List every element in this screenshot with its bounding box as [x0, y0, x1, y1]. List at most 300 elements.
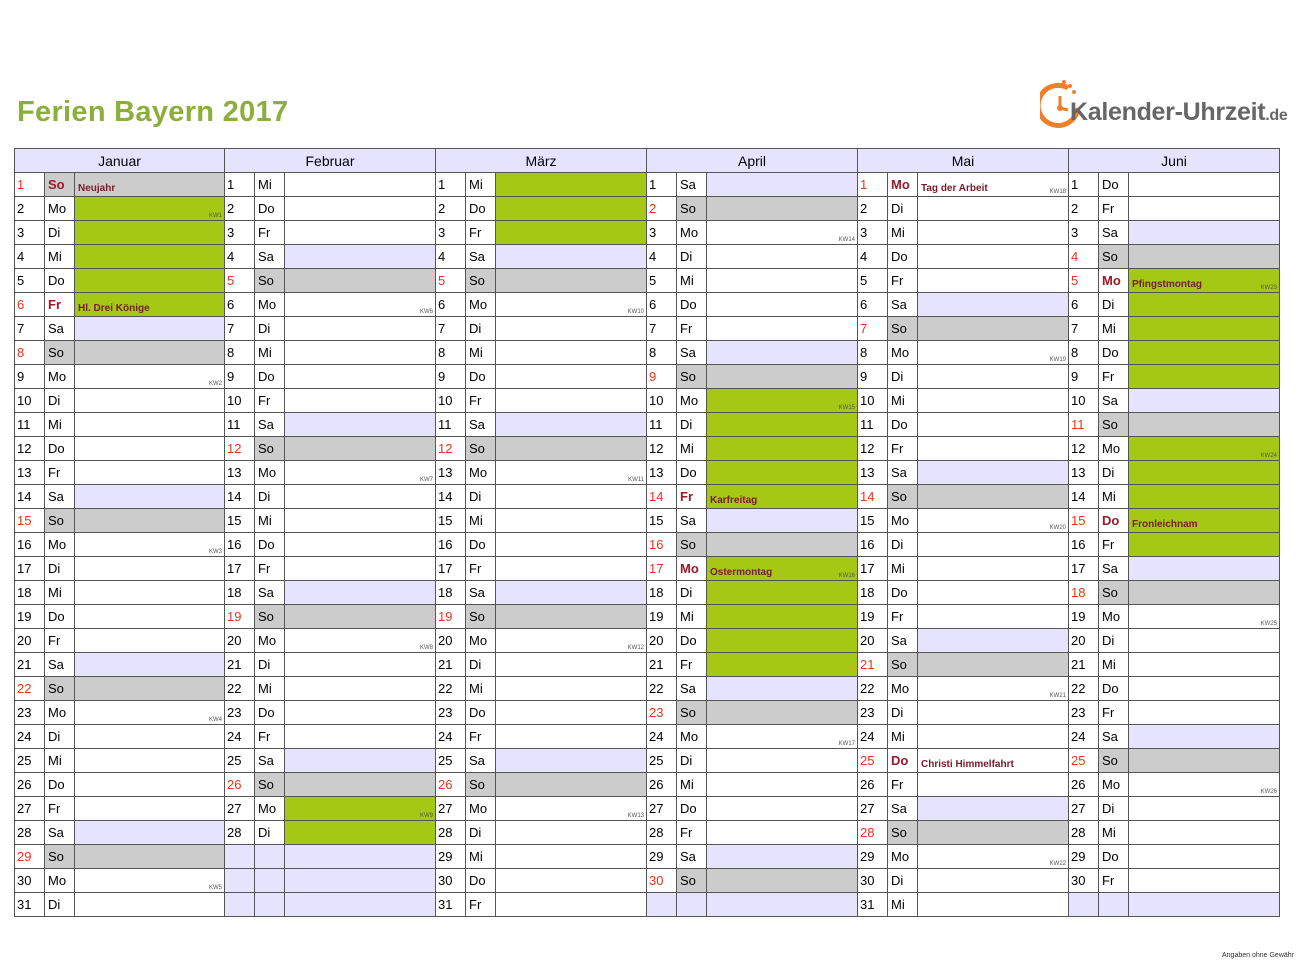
weekday: Mo — [45, 533, 75, 557]
calendar-row — [15, 581, 1280, 605]
day-number: 3 — [436, 221, 466, 245]
calendar-row — [15, 173, 1280, 197]
weekday: Sa — [45, 317, 75, 341]
calendar-table — [14, 148, 1280, 917]
week-number: KW7 — [419, 477, 433, 483]
week-number: KW17 — [838, 741, 855, 747]
day-note-cell — [496, 533, 647, 557]
day-number: 3 — [1069, 221, 1099, 245]
day-note-cell — [1129, 317, 1280, 341]
day-number: 4 — [1069, 245, 1099, 269]
day-number: 2 — [225, 197, 255, 221]
weekday: Fr — [255, 221, 285, 245]
day-note-cell — [496, 173, 647, 197]
weekday: So — [466, 437, 496, 461]
weekday: Fr — [45, 629, 75, 653]
day-note-cell — [496, 773, 647, 797]
day-number: 2 — [1069, 197, 1099, 221]
day-number: 9 — [225, 365, 255, 389]
day-number: 16 — [1069, 533, 1099, 557]
day-number: 5 — [647, 269, 677, 293]
month-header: Januar — [15, 149, 225, 173]
day-number: 28 — [436, 821, 466, 845]
weekday: Mo — [466, 461, 496, 485]
day-number: 3 — [858, 221, 888, 245]
weekday: Fr — [466, 893, 496, 917]
day-note-cell — [496, 485, 647, 509]
day-note-cell — [285, 509, 436, 533]
day-number: 24 — [436, 725, 466, 749]
day-number: 6 — [225, 293, 255, 317]
day-number: 22 — [1069, 677, 1099, 701]
week-number: KW24 — [1260, 453, 1277, 459]
day-number: 26 — [647, 773, 677, 797]
weekday: Mi — [1099, 485, 1129, 509]
day-number: 15 — [225, 509, 255, 533]
weekday: Di — [45, 389, 75, 413]
day-note-cell — [75, 245, 225, 269]
day-note-cell — [1129, 653, 1280, 677]
day-note-cell — [918, 485, 1069, 509]
calendar-row — [15, 749, 1280, 773]
day-number: 10 — [1069, 389, 1099, 413]
weekday: So — [677, 365, 707, 389]
day-number: 10 — [15, 389, 45, 413]
day-note-cell — [496, 653, 647, 677]
day-note-cell — [496, 701, 647, 725]
day-note-cell — [918, 653, 1069, 677]
weekday: Mi — [255, 677, 285, 701]
weekday: Mo — [677, 725, 707, 749]
day-note-cell — [1129, 461, 1280, 485]
calendar-row — [15, 245, 1280, 269]
day-number: 19 — [647, 605, 677, 629]
day-note-cell — [707, 413, 858, 437]
day-number: 21 — [647, 653, 677, 677]
day-note-cell — [496, 629, 647, 653]
weekday: Di — [888, 869, 918, 893]
week-number: KW5 — [208, 885, 222, 891]
holiday-label: Fronleichnam — [1132, 519, 1198, 530]
day-number: 15 — [436, 509, 466, 533]
weekday: Mo — [255, 797, 285, 821]
calendar-row — [15, 845, 1280, 869]
day-note-cell — [1129, 749, 1280, 773]
weekday: Fr — [255, 557, 285, 581]
calendar-grid — [14, 148, 1280, 917]
day-number: 23 — [1069, 701, 1099, 725]
day-note-cell — [918, 701, 1069, 725]
month-header: April — [647, 149, 858, 173]
day-note-cell — [285, 293, 436, 317]
day-number: 7 — [1069, 317, 1099, 341]
month-header: Juni — [1069, 149, 1280, 173]
day-note-cell — [75, 845, 225, 869]
week-number: KW8 — [419, 645, 433, 651]
weekday: So — [45, 677, 75, 701]
logo-text — [1070, 98, 1287, 127]
week-number: KW19 — [1049, 357, 1066, 363]
day-note-cell — [75, 749, 225, 773]
weekday: Sa — [888, 629, 918, 653]
day-note-cell — [707, 749, 858, 773]
calendar-row — [15, 317, 1280, 341]
day-number: 10 — [858, 389, 888, 413]
day-number: 14 — [1069, 485, 1099, 509]
day-note-cell — [918, 533, 1069, 557]
day-number: 29 — [1069, 845, 1099, 869]
calendar-row — [15, 269, 1280, 293]
weekday: Mi — [677, 605, 707, 629]
calendar-row — [15, 701, 1280, 725]
day-note-cell — [707, 581, 858, 605]
day-number: 31 — [436, 893, 466, 917]
day-number: 15 — [647, 509, 677, 533]
weekday: Mo — [45, 701, 75, 725]
day-number: 28 — [1069, 821, 1099, 845]
day-note-cell — [285, 749, 436, 773]
day-number: 20 — [225, 629, 255, 653]
empty-cell — [707, 893, 858, 917]
weekday: Di — [255, 653, 285, 677]
day-note-cell — [918, 245, 1069, 269]
day-note-cell — [285, 413, 436, 437]
weekday: Do — [677, 629, 707, 653]
week-number: KW13 — [627, 813, 644, 819]
weekday: So — [1099, 413, 1129, 437]
day-number: 9 — [15, 365, 45, 389]
day-note-cell — [285, 197, 436, 221]
day-note-cell — [75, 221, 225, 245]
weekday: Do — [255, 365, 285, 389]
day-number: 7 — [858, 317, 888, 341]
day-number: 25 — [15, 749, 45, 773]
day-note-cell — [918, 437, 1069, 461]
weekday: So — [45, 173, 75, 197]
day-number: 30 — [858, 869, 888, 893]
week-number: KW1 — [208, 213, 222, 219]
day-note-cell — [75, 701, 225, 725]
day-note-cell — [496, 269, 647, 293]
weekday: Sa — [677, 845, 707, 869]
day-number: 18 — [225, 581, 255, 605]
weekday: Di — [1099, 797, 1129, 821]
day-note-cell — [918, 509, 1069, 533]
day-number: 14 — [647, 485, 677, 509]
empty-cell — [1069, 893, 1099, 917]
day-note-cell — [285, 701, 436, 725]
day-note-cell — [918, 821, 1069, 845]
day-number: 11 — [1069, 413, 1099, 437]
weekday: Di — [888, 533, 918, 557]
day-number: 23 — [436, 701, 466, 725]
day-number: 15 — [1069, 509, 1099, 533]
day-number: 28 — [858, 821, 888, 845]
weekday: Di — [45, 725, 75, 749]
day-number: 19 — [858, 605, 888, 629]
weekday: Sa — [255, 749, 285, 773]
weekday: Sa — [677, 509, 707, 533]
holiday-label: Karfreitag — [710, 495, 758, 506]
weekday: Di — [1099, 461, 1129, 485]
day-note-cell — [918, 461, 1069, 485]
week-number: KW12 — [627, 645, 644, 651]
day-number: 25 — [436, 749, 466, 773]
day-number: 17 — [225, 557, 255, 581]
day-note-cell — [707, 317, 858, 341]
day-note-cell — [496, 725, 647, 749]
day-note-cell — [285, 581, 436, 605]
calendar-body — [15, 173, 1280, 917]
day-note-cell — [1129, 485, 1280, 509]
day-note-cell — [707, 773, 858, 797]
weekday: Mo — [45, 365, 75, 389]
weekday: Mi — [677, 773, 707, 797]
weekday: Do — [888, 749, 918, 773]
weekday: Mo — [888, 677, 918, 701]
weekday: Do — [1099, 509, 1129, 533]
weekday: Mo — [677, 221, 707, 245]
day-number: 24 — [858, 725, 888, 749]
weekday: So — [888, 653, 918, 677]
day-number: 25 — [858, 749, 888, 773]
weekday: Sa — [466, 245, 496, 269]
week-number: KW26 — [1260, 789, 1277, 795]
week-number: KW4 — [208, 717, 222, 723]
day-note-cell — [496, 797, 647, 821]
calendar-row — [15, 437, 1280, 461]
day-number: 21 — [858, 653, 888, 677]
day-note-cell — [1129, 221, 1280, 245]
day-note-cell — [1129, 605, 1280, 629]
weekday: Do — [255, 197, 285, 221]
day-number: 22 — [436, 677, 466, 701]
page-title: Ferien Bayern 2017 — [17, 96, 289, 128]
weekday: Sa — [255, 413, 285, 437]
day-number: 11 — [647, 413, 677, 437]
weekday: Mi — [888, 557, 918, 581]
day-number: 14 — [858, 485, 888, 509]
calendar-row — [15, 485, 1280, 509]
disclaimer: Angaben ohne Gewähr — [1222, 952, 1294, 959]
weekday: Sa — [45, 485, 75, 509]
day-note-cell — [75, 293, 225, 317]
day-note-cell — [707, 365, 858, 389]
day-number: 4 — [647, 245, 677, 269]
day-note-cell — [1129, 365, 1280, 389]
day-note-cell — [75, 413, 225, 437]
day-note-cell — [707, 293, 858, 317]
weekday: Fr — [45, 461, 75, 485]
day-number: 8 — [436, 341, 466, 365]
week-number: KW3 — [208, 549, 222, 555]
day-number: 16 — [225, 533, 255, 557]
day-number: 9 — [436, 365, 466, 389]
weekday: So — [45, 845, 75, 869]
weekday: Di — [677, 245, 707, 269]
day-note-cell — [75, 341, 225, 365]
weekday: Fr — [1099, 365, 1129, 389]
weekday: Do — [1099, 173, 1129, 197]
calendar-row — [15, 533, 1280, 557]
day-number: 20 — [647, 629, 677, 653]
day-number: 3 — [15, 221, 45, 245]
weekday: Fr — [1099, 197, 1129, 221]
day-note-cell — [918, 581, 1069, 605]
month-header: Mai — [858, 149, 1069, 173]
weekday: Mi — [255, 341, 285, 365]
weekday: Di — [677, 413, 707, 437]
day-note-cell — [918, 365, 1069, 389]
day-number: 4 — [225, 245, 255, 269]
day-note-cell — [496, 365, 647, 389]
weekday: So — [677, 701, 707, 725]
day-number: 23 — [225, 701, 255, 725]
weekday: Di — [677, 581, 707, 605]
weekday: So — [888, 821, 918, 845]
day-note-cell — [1129, 557, 1280, 581]
holiday-label: Hl. Drei Könige — [78, 303, 150, 314]
day-note-cell — [707, 341, 858, 365]
weekday: Mo — [888, 509, 918, 533]
weekday: Do — [1099, 341, 1129, 365]
day-note-cell — [496, 749, 647, 773]
day-number: 14 — [225, 485, 255, 509]
weekday: Di — [888, 197, 918, 221]
weekday: Mi — [888, 221, 918, 245]
day-note-cell — [285, 173, 436, 197]
day-number: 8 — [15, 341, 45, 365]
weekday: Sa — [45, 821, 75, 845]
weekday: Mo — [466, 293, 496, 317]
day-note-cell — [75, 773, 225, 797]
weekday: Fr — [1099, 869, 1129, 893]
weekday: So — [466, 773, 496, 797]
day-number: 17 — [15, 557, 45, 581]
day-note-cell — [918, 269, 1069, 293]
day-note-cell — [75, 725, 225, 749]
weekday: So — [45, 341, 75, 365]
weekday: Fr — [677, 317, 707, 341]
weekday: Sa — [1099, 221, 1129, 245]
weekday: Mo — [677, 557, 707, 581]
weekday: Do — [1099, 677, 1129, 701]
day-note-cell — [285, 557, 436, 581]
weekday: So — [1099, 749, 1129, 773]
day-note-cell — [285, 317, 436, 341]
week-number: KW9 — [419, 813, 433, 819]
day-number: 16 — [858, 533, 888, 557]
day-note-cell — [496, 557, 647, 581]
day-number: 19 — [1069, 605, 1099, 629]
logo-tld: .de — [1265, 107, 1288, 124]
weekday: Mi — [466, 845, 496, 869]
calendar-row — [15, 653, 1280, 677]
weekday: Sa — [677, 173, 707, 197]
brand-logo[interactable] — [1040, 76, 1300, 132]
day-number: 17 — [1069, 557, 1099, 581]
day-note-cell — [75, 461, 225, 485]
weekday: Fr — [888, 269, 918, 293]
week-number: KW22 — [1049, 861, 1066, 867]
day-note-cell — [496, 581, 647, 605]
weekday: Mo — [888, 845, 918, 869]
day-note-cell — [285, 677, 436, 701]
day-number: 11 — [436, 413, 466, 437]
weekday: Mi — [888, 893, 918, 917]
week-number: KW15 — [838, 405, 855, 411]
day-note-cell — [496, 605, 647, 629]
empty-cell — [285, 845, 436, 869]
day-number: 1 — [225, 173, 255, 197]
day-number: 13 — [858, 461, 888, 485]
day-number: 16 — [647, 533, 677, 557]
day-number: 5 — [858, 269, 888, 293]
week-number: KW10 — [627, 309, 644, 315]
day-number: 11 — [15, 413, 45, 437]
day-note-cell — [1129, 293, 1280, 317]
day-note-cell — [1129, 797, 1280, 821]
day-number: 10 — [647, 389, 677, 413]
day-number: 1 — [858, 173, 888, 197]
day-note-cell — [75, 437, 225, 461]
day-number: 14 — [436, 485, 466, 509]
weekday: Di — [255, 317, 285, 341]
weekday: Mi — [466, 677, 496, 701]
day-note-cell — [496, 245, 647, 269]
weekday: Mo — [255, 293, 285, 317]
holiday-label: Neujahr — [78, 183, 116, 194]
day-note-cell — [918, 869, 1069, 893]
weekday: Sa — [888, 797, 918, 821]
day-number: 21 — [225, 653, 255, 677]
weekday: Mo — [888, 173, 918, 197]
weekday: Di — [677, 749, 707, 773]
day-number: 12 — [1069, 437, 1099, 461]
day-number: 7 — [225, 317, 255, 341]
calendar-row — [15, 341, 1280, 365]
day-note-cell — [496, 845, 647, 869]
empty-cell — [1099, 893, 1129, 917]
week-number: KW16 — [838, 573, 855, 579]
day-number: 12 — [225, 437, 255, 461]
day-number: 5 — [15, 269, 45, 293]
calendar-row — [15, 293, 1280, 317]
weekday: Sa — [466, 413, 496, 437]
day-number: 19 — [15, 605, 45, 629]
day-number: 7 — [647, 317, 677, 341]
month-header: März — [436, 149, 647, 173]
calendar-row — [15, 797, 1280, 821]
weekday: Di — [466, 653, 496, 677]
weekday: Mi — [45, 749, 75, 773]
day-number: 10 — [225, 389, 255, 413]
day-note-cell — [707, 725, 858, 749]
weekday: Di — [45, 221, 75, 245]
weekday: Mi — [677, 269, 707, 293]
day-note-cell — [707, 677, 858, 701]
day-note-cell — [75, 605, 225, 629]
day-number: 9 — [858, 365, 888, 389]
weekday: Fr — [45, 293, 75, 317]
day-number: 6 — [1069, 293, 1099, 317]
day-number: 21 — [436, 653, 466, 677]
weekday: So — [466, 605, 496, 629]
day-note-cell — [75, 581, 225, 605]
day-note-cell — [918, 725, 1069, 749]
week-number: KW11 — [628, 477, 644, 483]
calendar-row — [15, 869, 1280, 893]
